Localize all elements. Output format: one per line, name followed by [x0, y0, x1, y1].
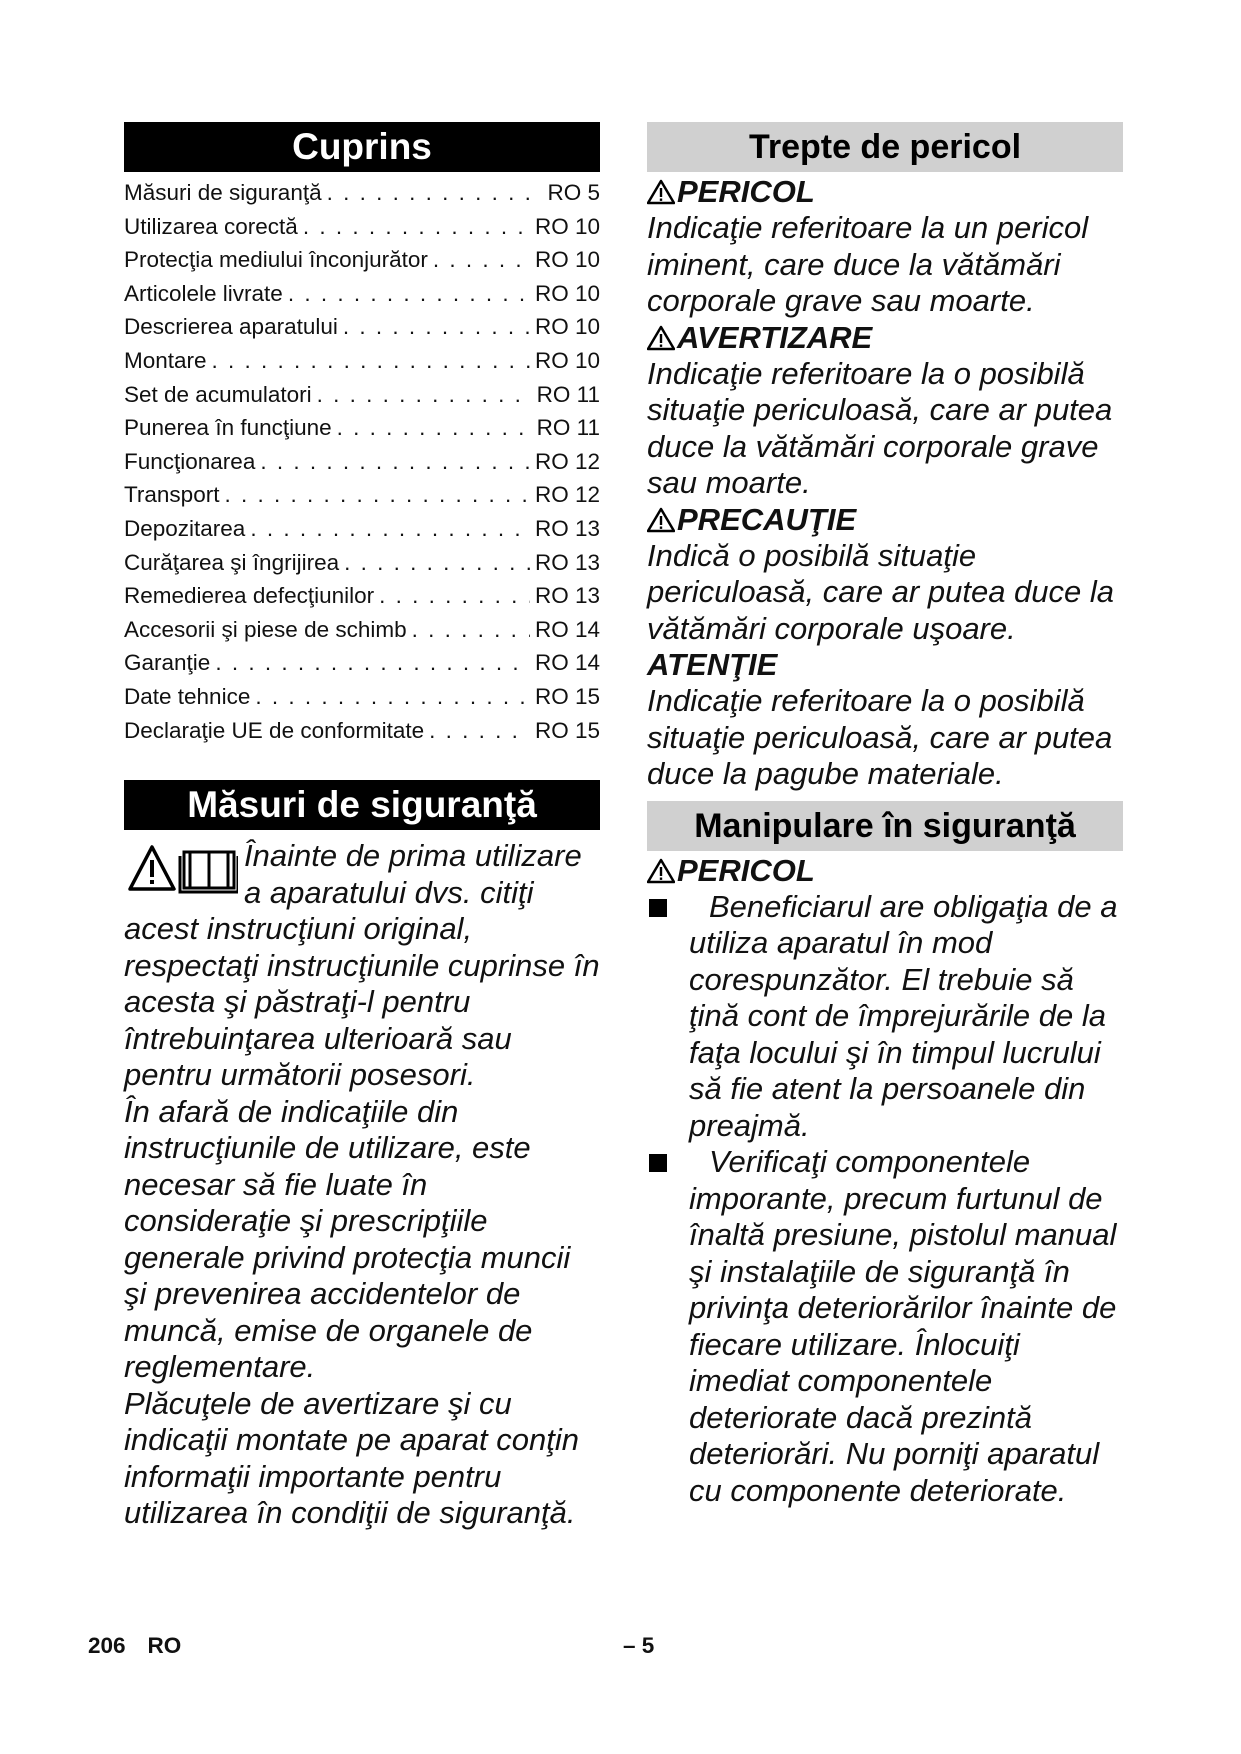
language-code: RO	[147, 1633, 182, 1658]
safe-handling-section	[647, 853, 1123, 1510]
danger-label: PERICOL	[647, 174, 1123, 210]
warning-triangle-icon	[647, 858, 675, 884]
page-footer	[88, 1633, 203, 1659]
toc-row[interactable]: Descrierea aparatului . . . RO 10	[124, 310, 600, 344]
safety-intro-first: Înainte de prima utilizare a aparatului dvs. citiţi	[244, 838, 582, 910]
safe-handling-heading: Manipulare în siguranţă	[647, 801, 1123, 851]
toc-heading: Cuprins	[124, 122, 600, 172]
table-of-contents	[124, 176, 600, 747]
danger-description: Indicaţie referitoare la un pericol iminent, care duce la vătămări corporale grave sau moarte.	[647, 210, 1089, 318]
warning-triangle-icon	[647, 325, 675, 351]
danger-levels-heading: Trepte de pericol	[647, 122, 1123, 172]
list-item: Beneficiarul are obligaţia de a utiliza aparatul în mod corespunzător. El trebuie să ţină cont de împrejurările de la faţa locului şi în timpul lucrului să fie atent la persoanele din preajmă.	[647, 889, 1123, 1145]
danger-label: PERICOL	[647, 853, 1123, 889]
toc-row[interactable]: Funcţionarea . . . RO 12	[124, 445, 600, 479]
section-page-number: – 5	[623, 1633, 655, 1658]
safety-paragraph: Plăcuţele de avertizare şi cu indicaţii montate pe aparat conţin informaţii importante pentru utilizarea în condiţii de siguranţă.	[124, 1385, 579, 1531]
toc-row[interactable]: Garanţie . . . RO 14	[124, 646, 600, 680]
warning-triangle-icon	[647, 507, 675, 533]
bullet-square-icon	[649, 899, 667, 917]
danger-levels-list	[647, 174, 1123, 793]
danger-description: Indică o posibilă situaţie periculoasă, care ar putea duce la vătămări corporale uşoare.	[647, 537, 1115, 646]
list-item: Verificaţi componentele imporante, precum furtunul de înaltă presiune, pistolul manual şi instalaţiile de siguranţă în privinţa deteriorărilor înainte de fiecare utilizare. Înlocuiţi imediat componentele deteriorate dacă prezintă deteriorări. Nu porniţi aparatul cu componente deteriorate.	[647, 1144, 1123, 1509]
toc-row[interactable]: Utilizarea corectă . . . RO 10	[124, 210, 600, 244]
toc-row[interactable]: Accesorii şi piese de schimb . . . RO 14	[124, 613, 600, 647]
manual-book-icon	[180, 852, 238, 892]
toc-row[interactable]: Măsuri de siguranţă . . . RO 5	[124, 176, 600, 210]
safety-heading: Măsuri de siguranţă	[124, 780, 600, 830]
warning-triangle-icon	[130, 847, 174, 889]
danger-description: Indicaţie referitoare la o posibilă situaţie periculoasă, care ar putea duce la vătămări corporale grave sau moarte.	[647, 355, 1113, 500]
warning-and-manual-icon	[128, 844, 238, 894]
toc-row[interactable]: Montare . . . RO 10	[124, 344, 600, 378]
safety-intro	[124, 838, 600, 1532]
danger-label: ATENŢIE	[647, 647, 778, 682]
page-number: 206	[88, 1633, 126, 1658]
toc-row[interactable]: Transport . . . RO 12	[124, 478, 600, 512]
toc-row[interactable]: Punerea în funcţiune . . . RO 11	[124, 411, 600, 445]
toc-row[interactable]: Set de acumulatori . . . RO 11	[124, 378, 600, 412]
toc-row[interactable]: Declaraţie UE de conformitate . . . RO 15	[124, 714, 600, 748]
toc-row[interactable]: Protecţia mediului înconjurător . . . RO 10	[124, 243, 600, 277]
bullet-square-icon	[649, 1154, 667, 1172]
danger-label: AVERTIZARE	[647, 320, 1123, 356]
danger-description: Indicaţie referitoare la o posibilă situaţie periculoasă, care ar putea duce la pagube materiale.	[647, 683, 1113, 791]
safety-paragraph: În afară de indicaţiile din instrucţiunile de utilizare, este necesar să fie luate în consideraţie şi prescripţiile generale privind protecţia muncii şi prevenirea accidentelor de muncă, emise de organele de reglementare.	[124, 1093, 571, 1385]
left-column	[124, 122, 600, 1532]
warning-triangle-icon	[647, 179, 675, 205]
danger-label: PRECAUŢIE	[647, 502, 1123, 538]
right-column	[647, 122, 1123, 1509]
toc-row[interactable]: Remedierea defecţiunilor . . . RO 13	[124, 579, 600, 613]
toc-row[interactable]: Articolele livrate . . . RO 10	[124, 277, 600, 311]
toc-row[interactable]: Curăţarea şi îngrijirea . . . RO 13	[124, 546, 600, 580]
safety-intro-rest: acest instrucţiuni original, respectaţi instrucţiunile cuprinse în acesta şi păstraţi-l pentru întrebuinţarea ulterioară sau pentru următorii posesori.	[124, 911, 600, 1093]
toc-row[interactable]: Depozitarea . . . RO 13	[124, 512, 600, 546]
toc-row[interactable]: Date tehnice . . . RO 15	[124, 680, 600, 714]
